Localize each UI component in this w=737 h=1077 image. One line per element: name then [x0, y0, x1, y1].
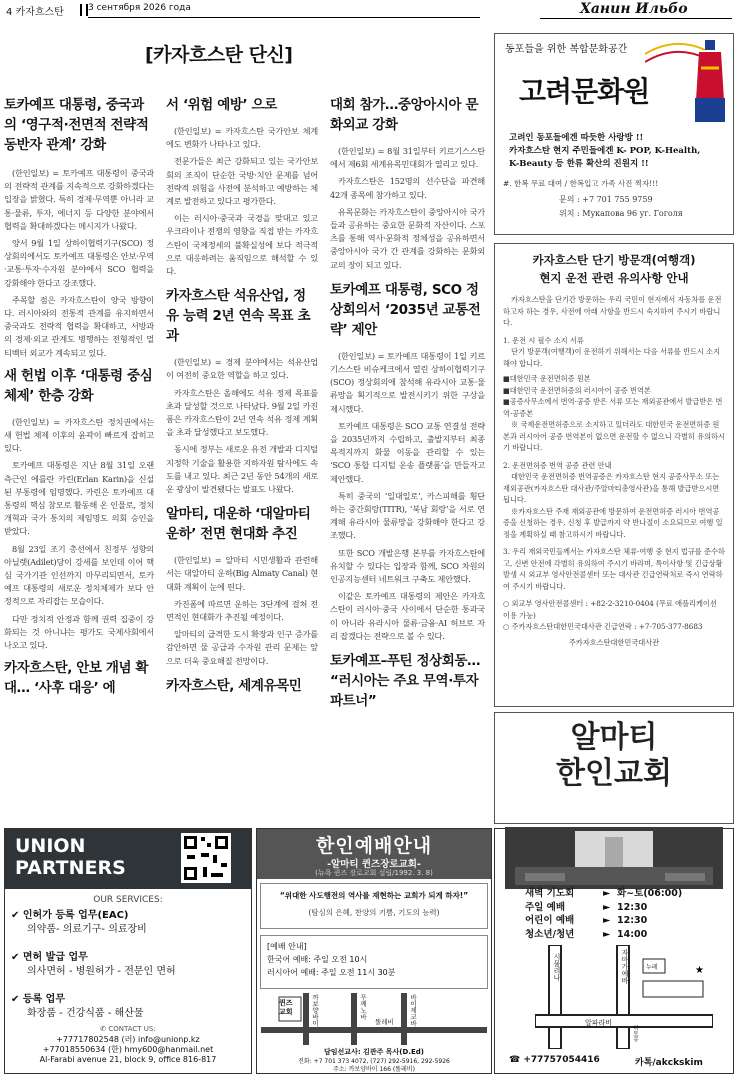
arrow-icon: ►	[603, 928, 611, 940]
church-subtitle: -알마티 퀸즈장로교회-	[327, 859, 421, 870]
notice-item: ■대한민국 운전면허증의 러시아어 공증 번역본	[503, 385, 651, 395]
arrow-icon: ►	[603, 888, 611, 899]
article-body	[4, 167, 154, 360]
service-time: 러시아어 예배: 주일 오전 11시 30분	[267, 968, 396, 977]
paragraph: 양서 9월 1일 상하이협력기구(SCO) 정상회의에서도 토카예프 대통령은 안보·무역·교통·투자·수자원 분야에서 SCO 협력을 강화해야 한다고 강조했다.	[4, 238, 154, 288]
issue-date: 3 сентября 2026 года	[88, 3, 191, 13]
headline: 새 헌법 이후 ‘대통령 중심 체제’ 한층 강화	[4, 367, 153, 404]
paragraph: 카자흐스탄은 올해에도 석유 정제 목표를 초과 달성할 것으로 나타났다. 9월 2일 카진폼은 카자흐스탄이 2년 연속 석유 정제 계획을 초과 달성했다고 보도했다.	[166, 387, 318, 438]
headline: 토카예프 대통령, SCO 정상회의서 ‘2035년 교통전략’ 제안	[330, 281, 481, 338]
schedule-list	[525, 887, 682, 941]
notice-title: 카자흐스탄 단기 방문객(여행객)	[532, 253, 696, 267]
address-label: 위치 :	[559, 209, 580, 218]
notice-title: 현지 운전 관련 유의사항 안내	[539, 271, 689, 285]
ad-lines	[509, 132, 700, 171]
service-detail: 의사면허 - 병원허가 - 전문인 면허	[27, 966, 176, 977]
motto: “위대한 사도행전의 역사를 재현하는 교회가 되게 하자!”	[279, 891, 469, 900]
map-label: 시물리나	[553, 953, 561, 981]
ad-contact	[559, 194, 653, 205]
contact-label: 문의 :	[559, 195, 580, 204]
contact-line: +77018550634 (한) hmy600@hanmail.net	[42, 1045, 214, 1054]
article-body	[166, 125, 318, 278]
check-icon: ✔	[11, 910, 20, 921]
headline: 토카예프 대통령, 중국과의 ‘영구적·전면적 전략적 동반자 관계’ 강화	[4, 97, 149, 153]
service-name: 등록 업무	[22, 994, 65, 1005]
map-label: 바이제코바	[409, 994, 417, 1027]
schedule-time: 14:00	[617, 928, 648, 940]
map-label: 자마가예바	[621, 949, 629, 984]
contact-line: Al-Farabi avenue 21, block 9, office 816-817	[39, 1055, 217, 1064]
koryo-center-ad	[494, 33, 734, 235]
map-label: 퀸즈교회	[279, 999, 293, 1016]
services-label: OUR SERVICES:	[93, 895, 163, 905]
church-kakao: 카톡/akckskim	[635, 1058, 703, 1068]
article-body	[330, 350, 485, 643]
worship-guide-ad	[256, 828, 492, 1074]
paragraph: (한인일보) = 알마티 시민생활과 관련해서는 대알마티 운하(Big Almaty Canal) 현대화 계획이 눈에 띈다.	[166, 555, 318, 592]
check-icon: ✔	[11, 952, 20, 963]
ad-line: 카자흐스탄 현지 주민들에겐 K- POP, K-Health,	[509, 146, 701, 156]
contact-line: +77717802548 (러) info@unionp.kz	[56, 1035, 200, 1044]
service-detail: 화장품 - 건강식품 - 해산물	[27, 1008, 144, 1019]
service-name: 인허가 등록 업무(EAC)	[22, 910, 129, 921]
address-value: Мукапова 96 уг. Гоголя	[582, 209, 683, 218]
worship-title: 한인예배안내	[315, 835, 433, 857]
paragraph: 전문가들은 최근 강화되고 있는 국가안보회의 조직이 단순한 국방·치안 문제를 넘어 전략적 위험을 사전에 분석하고 예방하는 체계로 발전하고 있다고 평가한다.	[166, 156, 318, 207]
schedule-time: 화~토(06:00)	[617, 888, 683, 899]
notice-intro: 카자흐스탄을 단기간 방문하는 우리 국민이 현지에서 자동차를 운전하고자 하는 경우, 사전에 아래 사항을 반드시 숙지하여 주시기 바랍니다.	[503, 295, 722, 327]
contact-label	[5, 1025, 251, 1033]
paragraph: (한인일보) = 토카예프 대통령이 중국과의 전략적 관계를 지속적으로 강화하겠다는 입장을 밝혔다. 특히 경제·무역뿐 아니라 교통·물류, 투자, 에너지 등 다양한 분야에서 협력을 확대하겠다는 메시지가 나왔다.	[4, 168, 154, 231]
koryo-center-name: 고려문화원	[519, 75, 650, 108]
ad-line: K-Beauty 등 한류 확산의 진원지 !!	[509, 159, 649, 169]
column-2	[166, 95, 318, 696]
notice-section: 2. 운전면허증 번역 공증 관련 안내	[503, 460, 612, 470]
notice-signature: 주카자흐스탄대한민국대사관	[568, 637, 660, 647]
paragraph: (한인일보) = 토카예프 대통령이 1일 키르기스스탄 비슈케크에서 열린 상하이협력기구(SCO) 정상회의에 참석해 유라시아 교통·물류망을 획기적으로 발전시키기 위한 구상을 제시했다.	[330, 350, 485, 414]
paragraph: 특히 중국의 ‘일대일로’, 카스피해를 횡단하는 중간회랑(TITR), ‘북남 회랑’을 서로 연계해 유라시아 물류망을 강화해야 한다고 강조했다.	[330, 490, 485, 541]
schedule-name: 새벽 기도회	[525, 888, 575, 899]
paragraph: 또한 SCO 개발은행 본부를 카자흐스탄에 유치할 수 있다는 입장과 함께, SCO 차원의 인공지능센터 네트워크 구축도 제안했다.	[330, 547, 485, 585]
union-services	[11, 909, 176, 1021]
headline: 대회 참가…중앙아시아 문화외교 강화	[330, 97, 479, 133]
service-time: 한국어 예배: 주일 오전 10시	[267, 955, 368, 964]
paragraph: 토카예프 대통령은 SCO 교통 연결성 전략을 2035년까지 수립하고, 출발지부터 최종 목적지까지 화물 이동을 관리할 수 있는 ‘SCO 통합 디지털 운송 플랫폼’을 만들자고 제안했다.	[330, 420, 485, 484]
article-body	[166, 554, 318, 668]
schedule-row	[525, 928, 682, 942]
map-label: 하토몽	[632, 1025, 638, 1042]
church-name-line2: 한인교회	[556, 756, 672, 791]
notice-contact: ○ 주카자흐스탄대한민국대사관 긴급연락 : +7-705-377-8683	[503, 622, 703, 631]
arrow-icon: ►	[603, 915, 611, 926]
notice-contact: ○ 외교부 영사안전콜센터 : +82-2-3210-0404 (무료 애플리케이션 이용 가능)	[503, 599, 717, 620]
service-label: [예배 안내]	[267, 942, 307, 951]
union-title: UNION	[15, 835, 86, 857]
map-label: 알파라비	[585, 1019, 613, 1027]
paragraph: 이는 러시아·중국과 국경을 맞대고 있고 우크라이나 전쟁의 영향을 직접 받는 카자흐스탄이 국제정세의 불확실성에 보다 적극적으로 대응하려는 움직임으로 해석할 수 있다.	[166, 213, 318, 277]
map-label: 무께노바	[359, 994, 367, 1020]
check-icon: ✔	[11, 994, 20, 1005]
notice-section: 1. 운전 시 필수 소지 서류	[503, 335, 584, 345]
paragraph: 토카예프 대통령은 지난 8월 31일 오랜 측근인 에를란 카린(Erlan Karin)을 신설된 부통령에 임명했다. 카린은 토카예프 대통령의 핵심 참모로 활동해 온 인물로, 정치 개혁과 국가 통치의 제임명도 의회 승인을 받았다.	[4, 460, 154, 537]
schedule-name: 청소년/청년	[525, 928, 575, 940]
header-rule	[88, 17, 480, 18]
paragraph: (한인일보) = 8월 31일부터 키르기스스탄에서 제6회 세계유목민대회가 열리고 있다.	[330, 146, 485, 170]
paragraph: (한인일보) = 카자흐스탄 정치권에서는 새 헌법 체제 이후의 윤곽이 빠르게 잡히고 있다.	[4, 416, 154, 454]
section-title: [카자흐스탄 단신]	[145, 44, 293, 66]
worship-address: 주소: 까보양바이 166 (똘레비)	[333, 1066, 415, 1073]
paragraph: (한인일보) = 경제 분야에서는 석유산업이 여전히 중요한 역할을 하고 있다.	[166, 357, 318, 381]
paragraph: 주목할 점은 카자흐스탄이 양국 방향이다. 러시아와의 전통적 관계를 유지하면서 중국과도 전략적 협력을 확대하고, 서방과의 경제·외교 관계도 병행하는 전형적인 멀티벡터 외교가 계속되고 있다.	[4, 294, 154, 358]
notice-note: ※카자흐스탄 주재 재외공관에 방문하여 운전면허증 러시아 번역공증을 신청하는 경우, 신청 후 발급까지 약 반나절이 소요되므로 여행 일정을 계획하실 때 참고하시기 바랍니다.	[503, 506, 723, 539]
map-label: 누레	[646, 964, 658, 971]
article-body	[166, 356, 318, 496]
paragraph: 8월 23일 조기 총선에서 친정부 성향의 아닐렛(Adilet)당이 강세를 보인데 이어 핵심 국가기관 인선까지 마무리되면서, 토카예프 대통령의 새로운 정치체제가 보다 안정적으로 자리잡는 모습이다.	[4, 543, 154, 607]
headline: 카자흐스탄, 세계유목민	[166, 677, 302, 694]
paragraph: 카자흐스탄은 152명의 선수단을 파견해 42개 종목에 참가하고 있다.	[330, 176, 485, 200]
headline: 카자흐스탄, 안보 개념 확대… ‘사후 대응’ 에	[4, 660, 149, 697]
notice-body	[503, 294, 725, 648]
notice-item: ■공증사무소에서 번역·공증 받은 서류 또는 재외공관에서 발급받은 번역·공증본	[503, 397, 723, 418]
motto-box	[260, 883, 488, 929]
map-label: 까보양바이	[311, 994, 319, 1027]
paragraph: 이같은 토카예프 대통령의 제안은 카자흐스탄이 러시아·중국 사이에서 단순한 통과국이 아니라 유라시아 물류·금융·AI 허브로 자리 잡겠다는 전략으로 볼 수 있다.	[330, 591, 485, 641]
union-title: PARTNERS	[15, 857, 126, 879]
headline: 알마티, 대운하 ‘대알마티 운하’ 전면 현대화 추진	[166, 506, 311, 543]
column-1	[4, 95, 154, 698]
schedule-time: 12:30	[617, 915, 648, 926]
church-phone: ☎ +77757054416	[509, 1055, 600, 1065]
union-partners-ad	[4, 828, 252, 1074]
qr-code-icon[interactable]	[181, 833, 231, 883]
pastor: 담임선교사: 김관주 목사(D.Ed)	[324, 1048, 424, 1056]
schedule-time: 12:30	[617, 901, 648, 913]
headline: 토카예프–푸틴 정상회동… “러시아는 주요 무역·투자 파트너”	[330, 653, 481, 710]
almaty-church-header	[494, 712, 734, 824]
schedule-name: 어린이 예배	[525, 915, 575, 926]
map-label: 똘레비	[375, 1018, 394, 1026]
service-name: 면허 발급 업무	[22, 952, 88, 963]
ad-note: #. 한복 무료 대여 / 한복입고 가족 사진 찍자!!!	[503, 179, 659, 188]
paragraph: 다만 정치적 안정과 함께 권력 집중이 강화되는 것 아니냐는 평가도 국제사회에서 나오고 있다.	[4, 613, 154, 651]
notice-text: 대한민국 운전면허증 번역공증은 카자흐스탄 현지 공증사무소 또는 재외공관(카자흐스탄 대사관/주알마티총영사관)을 통해 발급받으시면 됩니다.	[503, 472, 720, 504]
service-times	[260, 935, 488, 989]
notice-text: 단기 방문객(여행객)이 운전하기 위해서는 다음 서류를 반드시 소지해야 합니다.	[503, 347, 721, 368]
paragraph: 카진폼에 따르면 운하는 3단계에 걸쳐 전면적인 현대화가 추진될 예정이다.	[166, 598, 318, 623]
almaty-church-details	[494, 828, 734, 1074]
ad-address	[559, 208, 683, 219]
notice-item: ■대한민국 운전면허증 원본	[503, 374, 591, 383]
paragraph: 유목문화는 카자흐스탄이 중앙아시아 국가들과 공유하는 중요한 문화적 자산이다. 스포츠를 통해 역사·문화적 정체성을 공유하면서 중앙아시아 국가 간 관계를 강화하는 문화외교의 장이 되고 있다.	[330, 206, 485, 270]
svg-text:★: ★	[695, 965, 704, 976]
worship-phone: 전화: +7 701 373 4072, (727) 292-5916, 292-5926	[298, 1058, 450, 1065]
headline: 서 ‘위험 예방’ 으로	[166, 97, 277, 113]
contact-label-text: CONTACT US:	[108, 1025, 156, 1033]
arrow-icon: ►	[603, 901, 611, 913]
schedule-row	[525, 914, 682, 928]
ad-line: 고려인 동포들에겐 따듯한 사랑방 !!	[509, 133, 644, 143]
union-contacts	[5, 1035, 251, 1065]
page-label: 4 카자흐스탄	[6, 7, 64, 18]
motto-sub: (탐심의 은혜, 찬양의 기쁨, 기도의 능력)	[308, 908, 440, 917]
article-body	[4, 416, 154, 652]
paper-name: Ханин Ильбо	[580, 1, 688, 17]
article-body	[330, 145, 485, 272]
column-3	[330, 95, 485, 711]
church-interior-photo	[505, 827, 723, 889]
church-name-line1: 알마티	[570, 720, 658, 755]
header-rule	[540, 18, 732, 19]
church-established: (뉴욕 퀸즈 장로교회 설립/1992. 3. 8)	[315, 869, 433, 877]
phone-icon: ✆	[100, 1025, 107, 1033]
paragraph: 동시에 정부는 새로운 유전 개발과 디지털 지정학 기술을 활용한 지하자원 탐사에도 속도를 내고 있다. 최근 2년 동안 54개의 새로운 광상이 발견됐다는 발표도 나왔다.	[166, 444, 318, 495]
paragraph: (한인일보) = 카자흐스탄 국가안보 체계에도 변화가 나타나고 있다.	[166, 126, 318, 150]
ribbon-decoration-icon	[645, 40, 705, 70]
driving-notice-box	[494, 243, 734, 707]
ad-tagline: 동포들을 위한 복합문화공간	[505, 44, 628, 55]
contact-phone: +7 701 755 9759	[582, 195, 653, 204]
schedule-name: 주일 예배	[525, 901, 566, 913]
headline: 카자흐스탄 석유산업, 정유 능력 2년 연속 목표 초과	[166, 288, 311, 345]
notice-section: 3. 우리 재외국민들께서는 카자흐스탄 체류·여행 중 현지 법규를 준수하고, 신변 안전에 각별히 유의하여 주시기 바라며, 특이사항 및 긴급상황 발생 시 외교부 영사안전콜센터 또는 대사관 긴급연락처로 즉시 연락하여 주시기 바랍니다.	[503, 547, 725, 591]
schedule-row	[525, 887, 682, 901]
notice-note: ※ 국제운전면허증으로 소지하고 있더라도 대한민국 운전면허증 원본과 러시아어 공증 번역본이 없으면 운전할 수 없으니 각별히 유의하시기 바랍니다.	[503, 420, 725, 452]
schedule-row	[525, 901, 682, 915]
paragraph: 알마티의 급격한 도시 확장과 인구 증가를 감안하면 물 공급과 수자원 관리 문제는 앞으로 더욱 중요해질 전망이다.	[166, 629, 318, 666]
service-detail: 의약품- 의료기구- 의료장비	[27, 924, 147, 935]
header-divider	[80, 4, 88, 16]
